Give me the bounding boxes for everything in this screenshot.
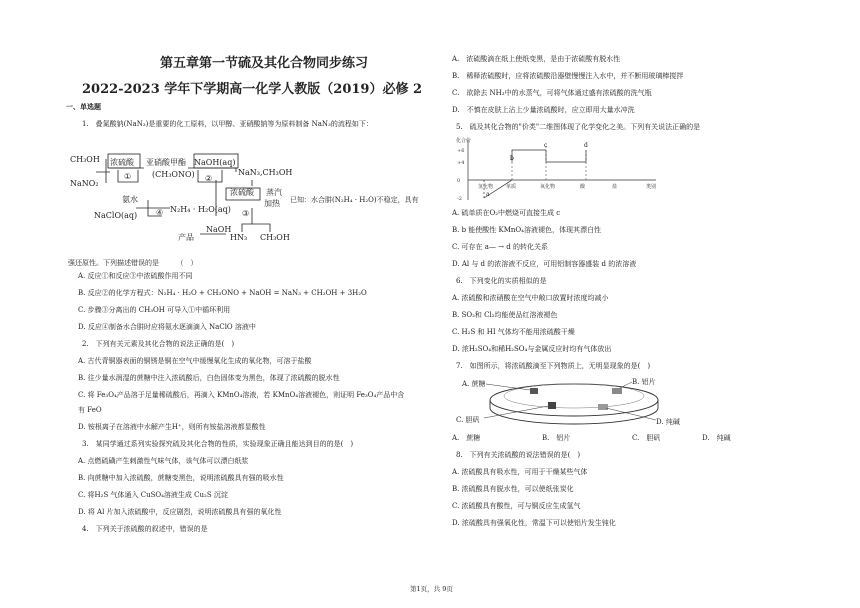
- right-line-16: A. 浓硫酸具有吸水性，可用于干燥某些气体: [452, 468, 588, 476]
- left-line-3: A. 反应①和反应③中浓硫酸作用不同: [78, 272, 193, 280]
- acid-dish-figure: [456, 374, 696, 430]
- flow-ch3oh2: CH₃OH: [260, 233, 290, 242]
- chart-ytick: 0: [457, 178, 461, 184]
- left-line-15: B. 向蔗糖中加入浓硫酸，蔗糖变黑色，说明浓硫酸具有强的吸水性: [78, 474, 284, 482]
- chart-xtick: 单质: [506, 184, 517, 190]
- flow-product1: NaN₃,CH₃OH: [238, 168, 293, 177]
- left-line-1: 已知：水合肼(N₂H₄ · H₂O)不稳定，具有: [290, 196, 419, 204]
- flow-ch3ono-formula: (CH₃ONO): [152, 170, 195, 179]
- left-line-2: 强还原性。下列描述错误的是 （ ）: [68, 259, 198, 267]
- flow-ammonia: 氨水: [122, 195, 138, 204]
- dish-label-b: B. 铝片: [632, 378, 656, 386]
- flow-hydrazine: N₂H₄ · H₂O(aq): [170, 205, 231, 214]
- left-line-8: A. 古代青铜器表面的铜锈是铜在空气中缓慢氧化生成的氧化物，可溶于盐酸: [78, 357, 312, 365]
- left-line-16: C. 将H₂S 气体通入 CuSO₄溶液生成 Cu₂S 沉淀: [78, 491, 228, 499]
- right-line-12: C. H₂S 和 HI 气体均不能用浓硫酸干燥: [452, 328, 575, 336]
- flow-step2: ②: [205, 174, 213, 183]
- right-line-19: D. 浓硫酸具有强氧化性，常温下可以使铝片发生钝化: [452, 519, 616, 527]
- chart-xtick: 类别: [646, 184, 657, 190]
- left-line-17: D. 将 Al 片加入浓硫酸中，反应剧烈，说明浓硫酸具有强的氧化性: [78, 508, 282, 516]
- flow-h2so4-a: 浓硫酸: [110, 158, 134, 167]
- flow-step4: ④: [156, 208, 164, 217]
- chart-point-d: d: [584, 142, 588, 149]
- dish-label-d: D. 纯碱: [656, 418, 680, 426]
- right-line-15: 8. 下列有关浓硫酸的说法错误的是( ): [456, 451, 581, 459]
- right-line-7: C. 可存在 a— → d 的转化关系: [452, 243, 548, 251]
- chart-point-c: c: [544, 142, 548, 149]
- flow-hn3: HN₃: [230, 233, 248, 242]
- right-line-6: B. b 能使酸性 KMnO₄溶液褪色，体现其漂白性: [452, 226, 601, 234]
- right-line-3: D. 不慎在皮肤上沾上少量浓硫酸时，应立即用大量水冲洗: [452, 106, 635, 114]
- right-line-17: B. 浓硫酸具有脱水性，可以使纸张炭化: [452, 485, 574, 493]
- valence-class-chart: [456, 136, 676, 206]
- q7-option-b: B. 铝片: [542, 434, 571, 442]
- left-line-4: B. 反应②的化学方程式：N₂H₄ · H₂O + CH₃ONO + NaOH = NaN₃ + CH₃OH + 3H₂O: [78, 289, 367, 297]
- right-line-18: C. 浓硫酸具有酸性，可与铜反应生成氢气: [452, 502, 581, 510]
- left-line-10: C. 将 Fe₃O₄产品溶于足量稀硫酸后，再滴入 KMnO₄溶液，若 KMnO₄溶液褪色，则证明 Fe₃O₄产品中含: [78, 391, 405, 399]
- page-subtitle: 2022-2023 学年下学期高一化学人教版（2019）必修 2: [82, 82, 423, 97]
- chart-ylabel: 化合价: [456, 138, 472, 144]
- left-line-6: D. 反应④制备水合肼时应将氨水逐滴滴入 NaClO 溶液中: [78, 323, 256, 331]
- dish-aluminum-sample: [612, 388, 622, 394]
- right-line-11: B. SO₂和 Cl₂均能使品红溶液褪色: [452, 311, 558, 319]
- right-line-5: A. 硫单质在O₂中燃烧可直接生成 c: [452, 209, 561, 217]
- right-line-4: 5. 硫及其化合物的"价类"二维图体现了化学变化之美。下列有关说法正确的是: [456, 123, 701, 131]
- flow-nano2: NaNO₂: [70, 179, 99, 188]
- chart-point-b: b: [510, 155, 514, 162]
- chart-ytick: -2: [457, 196, 462, 202]
- right-line-0: A. 浓硫酸滴在纸上使纸变黑，是由于浓硫酸有脱水性: [452, 55, 621, 63]
- left-line-7: 2. 下列有关元素及其化合物的说法正确的是( ): [82, 340, 235, 348]
- right-line-9: 6. 下列变化的实质相似的是: [456, 277, 547, 285]
- left-line-5: C. 步骤③分离出的 CH₃OH 可导入①中循环利用: [78, 306, 231, 314]
- left-line-0: 1. 叠氮酸钠(NaN₃)是重要的化工原料，以甲醇、亚硝酸钠等为原料制备 NaN₃的流程如下：: [82, 120, 373, 128]
- right-line-10: A. 浓硫酸和浓硝酸在空气中敞口放置时浓度均减小: [452, 294, 609, 302]
- flow-step1: ①: [124, 172, 132, 181]
- dish-soda-sample: [598, 404, 608, 410]
- flow-naoh2: NaOH: [206, 225, 232, 234]
- left-line-14: A. 点燃硫磺产生刺激性气味气体，该气体可以漂白纸浆: [78, 457, 249, 465]
- page-footer: 第1页，共 9页: [410, 585, 453, 593]
- q7-option-c: C. 胆矾: [632, 434, 661, 442]
- chart-xtick: 氢化物: [478, 184, 494, 190]
- synthesis-flow-diagram: [66, 150, 306, 244]
- right-line-13: D. 浓H₂SO₄和稀H₂SO₄与金属反应时均有气体放出: [452, 345, 612, 353]
- dish-label-c: C. 胆矾: [456, 416, 480, 424]
- page-title: 第五章第一节硫及其化合物同步练习: [160, 56, 369, 71]
- dish-bluevitriol-sample: [548, 402, 556, 409]
- flow-step3: ③: [242, 209, 250, 218]
- dish-sucrose-sample: [530, 388, 538, 394]
- left-line-18: 4. 下列关于浓硫酸的叙述中，错误的是: [82, 525, 208, 533]
- left-line-13: 3. 某同学通过系列实验探究硫及其化合物的性质，实验现象正确且能达到目的的是( ): [82, 440, 354, 448]
- chart-ytick: +6: [457, 148, 465, 154]
- flow-distill2: 加热: [264, 199, 280, 208]
- q7-option-d: D. 纯碱: [702, 434, 731, 442]
- right-line-1: B. 稀释浓硫酸时，应将浓硫酸沿器壁慢慢注入水中，并不断用玻璃棒搅拌: [452, 72, 684, 80]
- flow-ch3ono: 亚硝酸甲酯: [146, 158, 186, 167]
- chart-xtick: 酸: [580, 184, 586, 190]
- flow-ch3oh: CH₃OH: [70, 155, 100, 164]
- dish-label-a: A. 蔗糖: [462, 380, 486, 388]
- right-line-2: C. 欲除去 NH₃中的水蒸气，可将气体通过盛有浓硫酸的洗气瓶: [452, 89, 652, 97]
- q7-option-a: A. 蔗糖: [452, 434, 481, 442]
- flow-naoh1: NaOH(aq): [194, 158, 236, 167]
- chart-xtick: 氧化物: [540, 184, 556, 190]
- left-line-9: B. 往少量水润湿的蔗糖中注入浓硫酸后，白色固体变为黑色，体现了浓硫酸的脱水性: [78, 374, 340, 382]
- left-line-11: 有 FeO: [78, 406, 102, 414]
- right-line-14: 7. 如图所示，将浓硫酸滴至下列物质上，无明显现象的是( ): [456, 362, 651, 370]
- flow-naclo: NaClO(aq): [94, 211, 138, 220]
- flow-product: 产品: [178, 233, 194, 242]
- left-line-12: D. 铵根离子在溶液中水解产生H⁺，则所有铵盐溶液都显酸性: [78, 423, 266, 431]
- right-line-8: D. Al 与 d 的浓溶液不反应，可用铝制容器盛装 d 的浓溶液: [452, 260, 637, 268]
- chart-point-a: a: [486, 191, 490, 198]
- flow-h2so4-b: 浓硫酸: [230, 188, 254, 197]
- chart-xtick: 盐: [612, 184, 618, 190]
- section-heading: 一、单选题: [66, 102, 101, 111]
- chart-ytick: +4: [457, 160, 465, 166]
- flow-distill1: 蒸汽: [266, 188, 282, 197]
